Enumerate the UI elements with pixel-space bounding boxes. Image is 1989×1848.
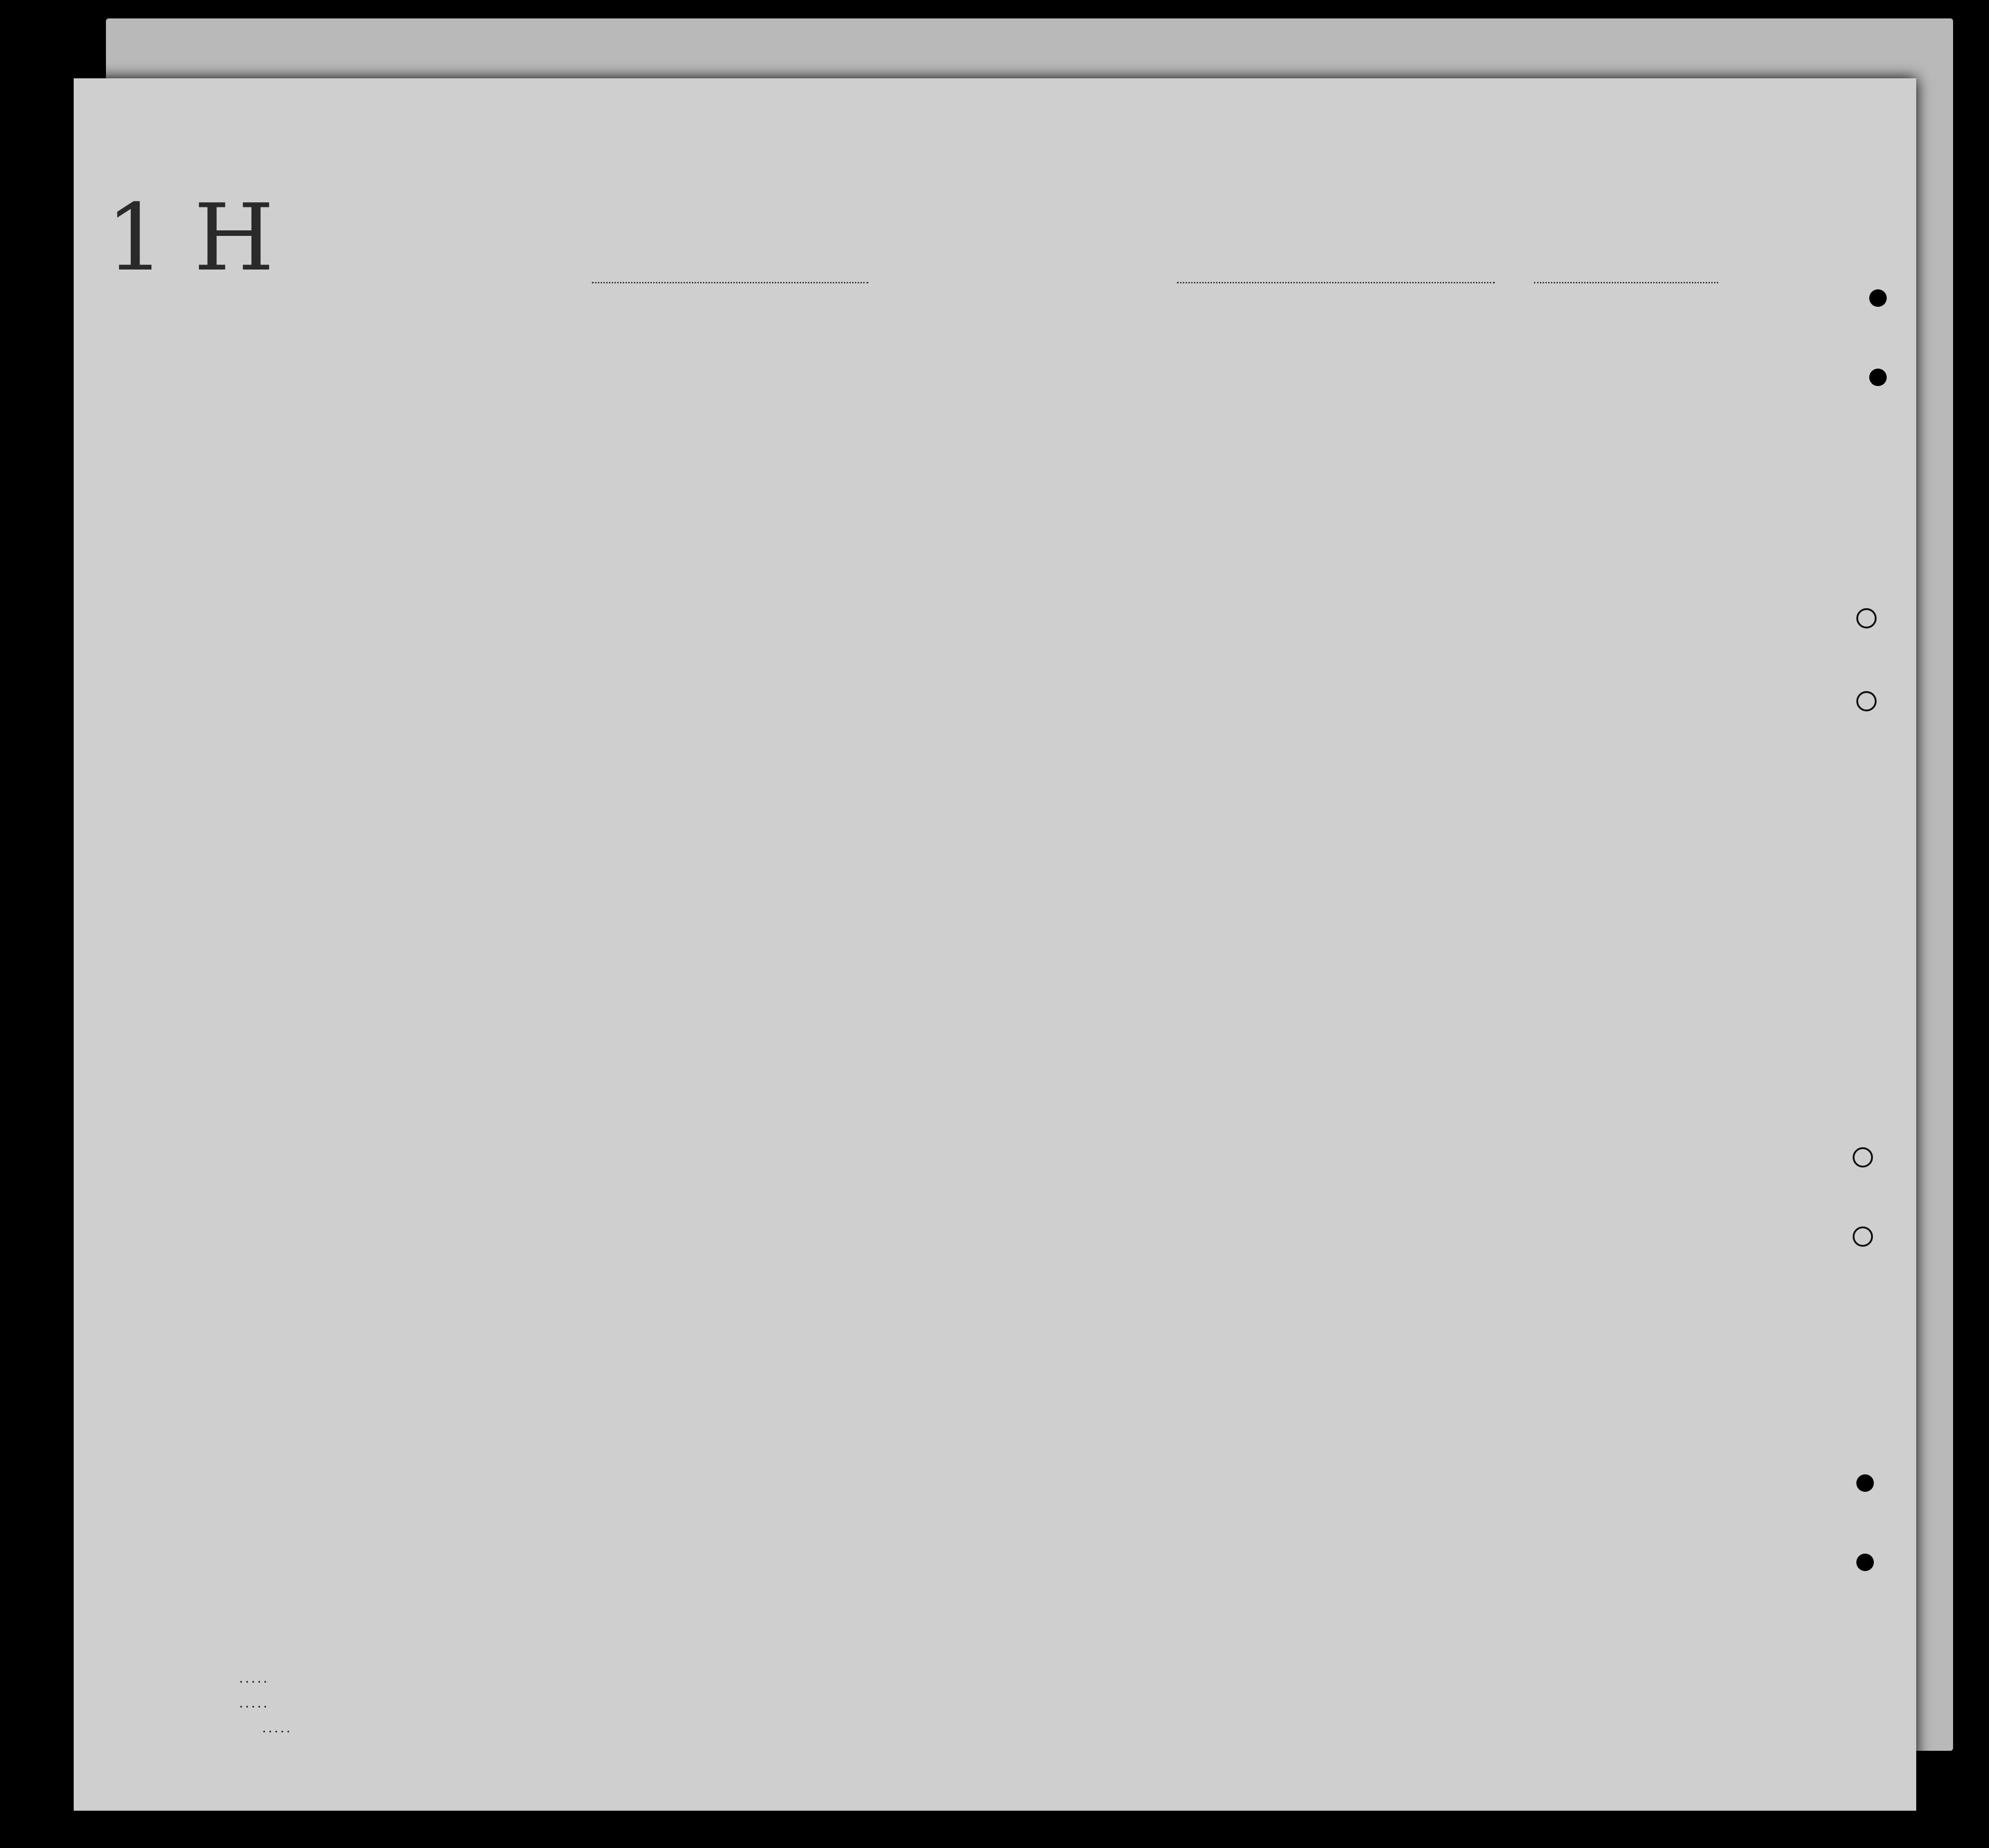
punch-hole-icon — [1869, 289, 1887, 307]
ring-hole-icon — [1853, 1147, 1873, 1167]
port-dotted-line — [1177, 282, 1495, 283]
punch-hole-icon — [1856, 1474, 1874, 1492]
aliens-label: . . . . . — [263, 1725, 290, 1735]
ring-hole-icon — [1856, 691, 1877, 711]
ship-dotted-line — [592, 282, 868, 283]
total-passengers-label: . . . . . — [240, 1675, 267, 1685]
punch-hole-icon — [1856, 1554, 1874, 1571]
punch-hole-icon — [1869, 369, 1887, 386]
ring-hole-icon — [1853, 1226, 1873, 1247]
manifest-sheet — [74, 78, 1916, 1811]
us-citizens-label: . . . . . — [240, 1700, 267, 1710]
date-dotted-line — [1534, 282, 1718, 283]
list-number-handwritten: 1 H — [106, 184, 275, 292]
ring-hole-icon — [1856, 608, 1877, 628]
